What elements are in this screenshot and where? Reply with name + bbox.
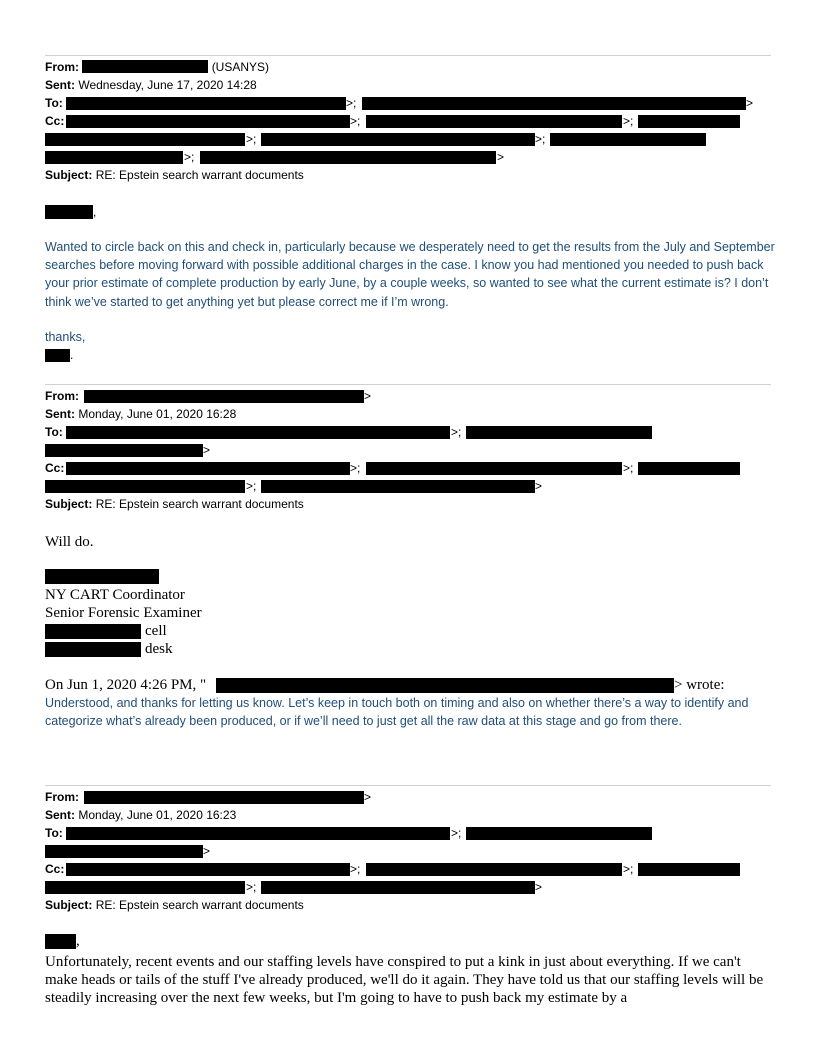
redaction-box bbox=[366, 462, 622, 475]
signature-punctuation: . bbox=[70, 348, 74, 362]
separator-glyph: >; bbox=[246, 880, 257, 894]
signature-title: Senior Forensic Examiner bbox=[45, 605, 202, 621]
redaction-box bbox=[45, 624, 141, 639]
redaction-box bbox=[84, 791, 364, 804]
greeting-punctuation: , bbox=[93, 205, 97, 219]
separator-glyph: >; bbox=[184, 150, 195, 164]
subject-value: RE: Epstein search warrant documents bbox=[95, 898, 304, 912]
sent-label: Sent: bbox=[45, 78, 75, 92]
redaction-box bbox=[84, 390, 364, 403]
subject-label: Subject: bbox=[45, 168, 93, 182]
signature-title: NY CART Coordinator bbox=[45, 587, 185, 603]
sent-value: Monday, June 01, 2020 16:28 bbox=[78, 407, 237, 421]
email1-body: Wanted to circle back on this and check in, particularly because we desperately need to get the results from the July and September searches before moving forward with possible additional charges in the case. I know you had mentioned you needed to push back your prior estimate of complete production by early June, by a couple weeks, so wanted to see what the current estimate is? I don’t think we’ve started to get anything yet but please correct me if I’m wrong. bbox=[45, 240, 775, 309]
separator-glyph: >; bbox=[451, 826, 462, 840]
redaction-box bbox=[66, 426, 450, 439]
separator-glyph: >; bbox=[451, 425, 462, 439]
separator-glyph: >; bbox=[535, 132, 546, 146]
email2-to-line bbox=[45, 425, 63, 439]
redaction-box bbox=[66, 863, 350, 876]
redaction-box bbox=[200, 151, 496, 164]
redaction-box bbox=[45, 480, 245, 493]
separator-glyph: > bbox=[746, 96, 754, 110]
separator-glyph: >; bbox=[246, 479, 257, 493]
redaction-box bbox=[550, 133, 706, 146]
separator-glyph: >; bbox=[623, 114, 634, 128]
email1-sent-line bbox=[45, 78, 257, 92]
email2-cc-line bbox=[45, 461, 64, 475]
email3-to-line bbox=[45, 826, 63, 840]
separator-glyph: > bbox=[535, 880, 543, 894]
email1-signoff: thanks, bbox=[45, 330, 86, 344]
subject-value: RE: Epstein search warrant documents bbox=[95, 168, 304, 182]
to-label: To: bbox=[45, 96, 63, 110]
redaction-box bbox=[66, 462, 350, 475]
sent-label: Sent: bbox=[45, 407, 75, 421]
redaction-box bbox=[638, 863, 740, 876]
redaction-box bbox=[66, 115, 350, 128]
quote-attribution-suffix: > wrote: bbox=[674, 677, 725, 693]
email3-cc-line bbox=[45, 862, 64, 876]
redaction-box bbox=[362, 97, 746, 110]
separator-glyph: >; bbox=[623, 862, 634, 876]
from-label: From: bbox=[45, 389, 79, 403]
email3-body: Unfortunately, recent events and our staffing levels have conspired to put a kink in just about everything. If we can't make heads or tails of the stuff I've already produced, we'll do it again. They have told us that our staffing levels will be steadily increasing over the next few weeks, but I'm going to have to push back my estimate by a bbox=[45, 954, 764, 1006]
email3-subject-line bbox=[45, 898, 304, 912]
redaction-box bbox=[366, 863, 622, 876]
email2-body: Will do. bbox=[45, 534, 94, 550]
redaction-box bbox=[66, 827, 450, 840]
redaction-box bbox=[45, 349, 70, 362]
separator-glyph: >; bbox=[246, 132, 257, 146]
email1-to-line bbox=[45, 96, 63, 110]
sent-value: Wednesday, June 17, 2020 14:28 bbox=[78, 78, 257, 92]
phone-label: desk bbox=[145, 641, 173, 657]
email3-sent-line bbox=[45, 808, 236, 822]
quoted-body: Understood, and thanks for letting us know. Let’s keep in touch both on timing and also on whether there’s a way to identify and categorize what’s already been produced, or if we’ll need to just get all the raw data at this stage and go from there. bbox=[45, 696, 749, 729]
redaction-box bbox=[261, 881, 535, 894]
redaction-box bbox=[45, 881, 245, 894]
subject-label: Subject: bbox=[45, 497, 93, 511]
email2-from-line bbox=[45, 389, 79, 403]
separator-glyph: > bbox=[535, 479, 543, 493]
separator-line bbox=[45, 785, 771, 786]
email1-subject-line bbox=[45, 168, 304, 182]
redaction-box bbox=[261, 133, 535, 146]
from-label: From: bbox=[45, 60, 79, 74]
to-label: To: bbox=[45, 425, 63, 439]
email3-from-line bbox=[45, 790, 79, 804]
sent-value: Monday, June 01, 2020 16:23 bbox=[78, 808, 237, 822]
separator-glyph: >; bbox=[350, 114, 361, 128]
separator-glyph: > bbox=[497, 150, 505, 164]
cc-label: Cc: bbox=[45, 114, 65, 128]
subject-label: Subject: bbox=[45, 898, 93, 912]
greeting-punctuation: , bbox=[76, 933, 80, 949]
redaction-box bbox=[45, 569, 159, 584]
redaction-box bbox=[466, 827, 652, 840]
redaction-box bbox=[638, 462, 740, 475]
separator-glyph: >; bbox=[623, 461, 634, 475]
subject-value: RE: Epstein search warrant documents bbox=[95, 497, 304, 511]
redaction-box bbox=[66, 97, 346, 110]
quote-attribution-prefix: On Jun 1, 2020 4:26 PM, " bbox=[45, 677, 207, 693]
separator-glyph: >; bbox=[346, 96, 357, 110]
phone-label: cell bbox=[145, 623, 167, 639]
separator-glyph: >; bbox=[350, 862, 361, 876]
separator-line bbox=[45, 384, 771, 385]
separator-glyph: >; bbox=[350, 461, 361, 475]
separator-glyph: > bbox=[364, 389, 372, 403]
sent-label: Sent: bbox=[45, 808, 75, 822]
from-label: From: bbox=[45, 790, 79, 804]
separator-glyph: > bbox=[203, 844, 211, 858]
redaction-box bbox=[466, 426, 652, 439]
email1-cc-line bbox=[45, 114, 64, 128]
redaction-box bbox=[45, 444, 203, 457]
separator-line bbox=[45, 55, 771, 56]
cc-label: Cc: bbox=[45, 461, 65, 475]
redaction-box bbox=[45, 151, 183, 164]
redaction-box bbox=[45, 642, 141, 657]
separator-glyph: > bbox=[203, 443, 211, 457]
redaction-box bbox=[216, 678, 674, 693]
email1-from-line bbox=[45, 60, 269, 74]
email2-subject-line bbox=[45, 497, 304, 511]
redaction-box bbox=[82, 60, 208, 73]
email2-sent-line bbox=[45, 407, 236, 421]
from-org: (USANYS) bbox=[211, 60, 270, 74]
redaction-box bbox=[638, 115, 740, 128]
redaction-box bbox=[366, 115, 622, 128]
redaction-box bbox=[261, 480, 535, 493]
redaction-box bbox=[45, 934, 76, 949]
redaction-box bbox=[45, 205, 93, 219]
separator-glyph: > bbox=[364, 790, 372, 804]
redaction-box bbox=[45, 845, 203, 858]
to-label: To: bbox=[45, 826, 63, 840]
redaction-box bbox=[45, 133, 245, 146]
cc-label: Cc: bbox=[45, 862, 65, 876]
